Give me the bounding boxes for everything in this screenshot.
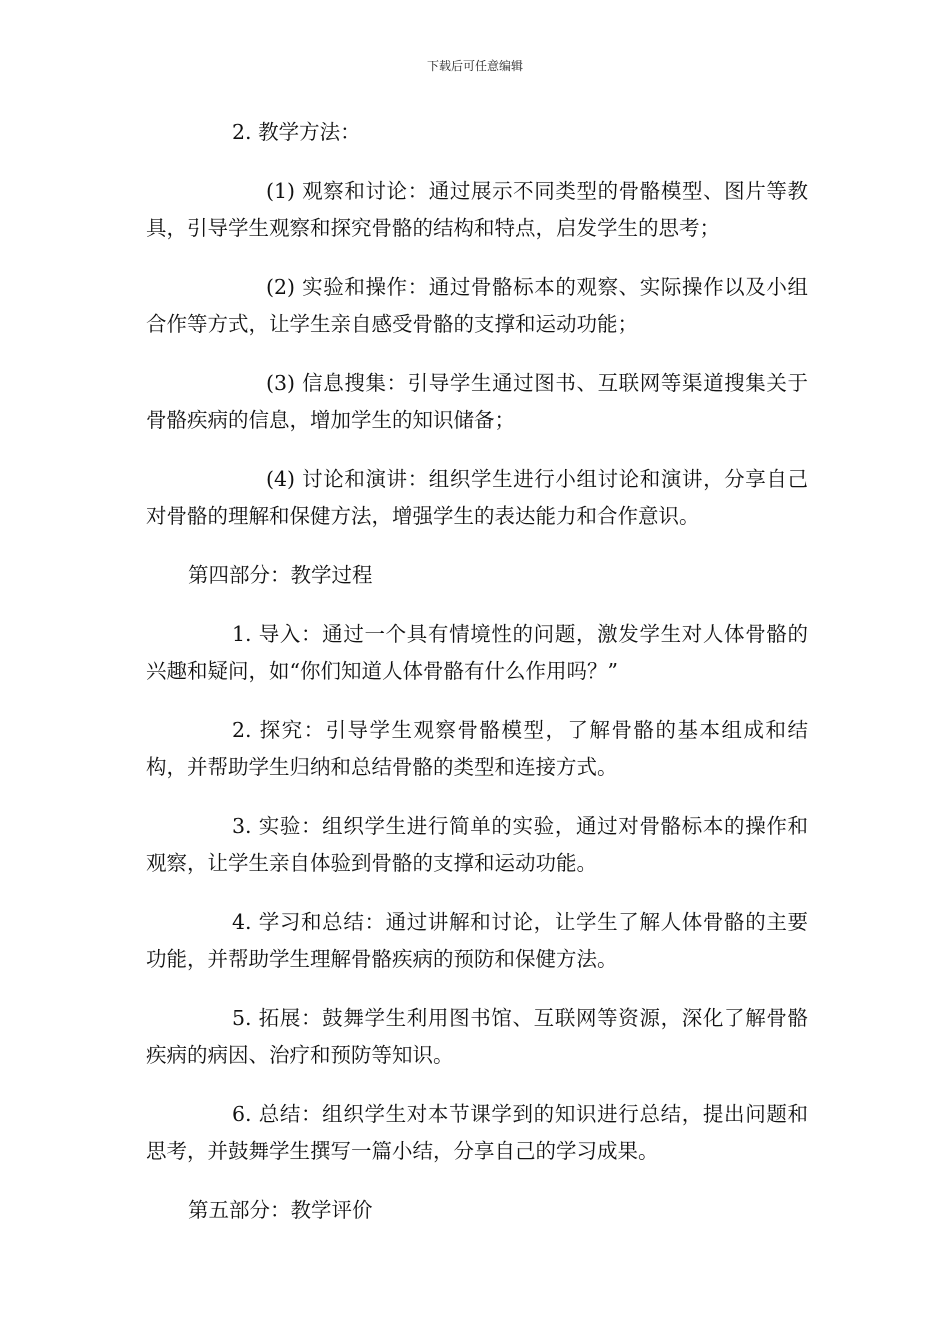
process-step-2: 2. 探究：引导学生观察骨骼模型，了解骨骼的基本组成和结构，并帮助学生归纳和总结骨骼的类型和连接方式。 [146, 718, 808, 779]
method-item-2: (2) 实验和操作：通过骨骼标本的观察、实际操作以及小组合作等方式，让学生亲自感受骨骼的支撑和运动功能； [146, 275, 808, 336]
method-heading: 2. 教学方法： [232, 120, 361, 144]
page-header: 下载后可任意编辑 [426, 59, 523, 73]
section-heading-4: 第四部分：教学过程 [188, 563, 373, 587]
process-step-1: 1. 导入：通过一个具有情境性的问题，激发学生对人体骨骼的兴趣和疑问，如“你们知道人体骨骼有什么作用吗？” [146, 622, 808, 683]
document-body [146, 114, 808, 1251]
section-heading-5: 第五部分：教学评价 [188, 1198, 373, 1222]
process-step-4: 4. 学习和总结：通过讲解和讨论，让学生了解人体骨骼的主要功能，并帮助学生理解骨骼疾病的预防和保健方法。 [146, 910, 808, 971]
method-item-1: (1) 观察和讨论：通过展示不同类型的骨骼模型、图片等教具，引导学生观察和探究骨骼的结构和特点，启发学生的思考； [146, 179, 808, 240]
method-item-4: (4) 讨论和演讲：组织学生进行小组讨论和演讲，分享自己对骨骼的理解和保健方法，增强学生的表达能力和合作意识。 [146, 467, 808, 528]
process-step-6: 6. 总结：组织学生对本节课学到的知识进行总结，提出问题和思考，并鼓舞学生撰写一篇小结，分享自己的学习成果。 [146, 1102, 808, 1163]
process-step-5: 5. 拓展：鼓舞学生利用图书馆、互联网等资源，深化了解骨骼疾病的病因、治疗和预防等知识。 [146, 1006, 808, 1067]
process-step-3: 3. 实验：组织学生进行简单的实验，通过对骨骼标本的操作和观察，让学生亲自体验到骨骼的支撑和运动功能。 [146, 814, 808, 875]
method-item-3: (3) 信息搜集：引导学生通过图书、互联网等渠道搜集关于骨骼疾病的信息，增加学生的知识储备； [146, 371, 808, 432]
